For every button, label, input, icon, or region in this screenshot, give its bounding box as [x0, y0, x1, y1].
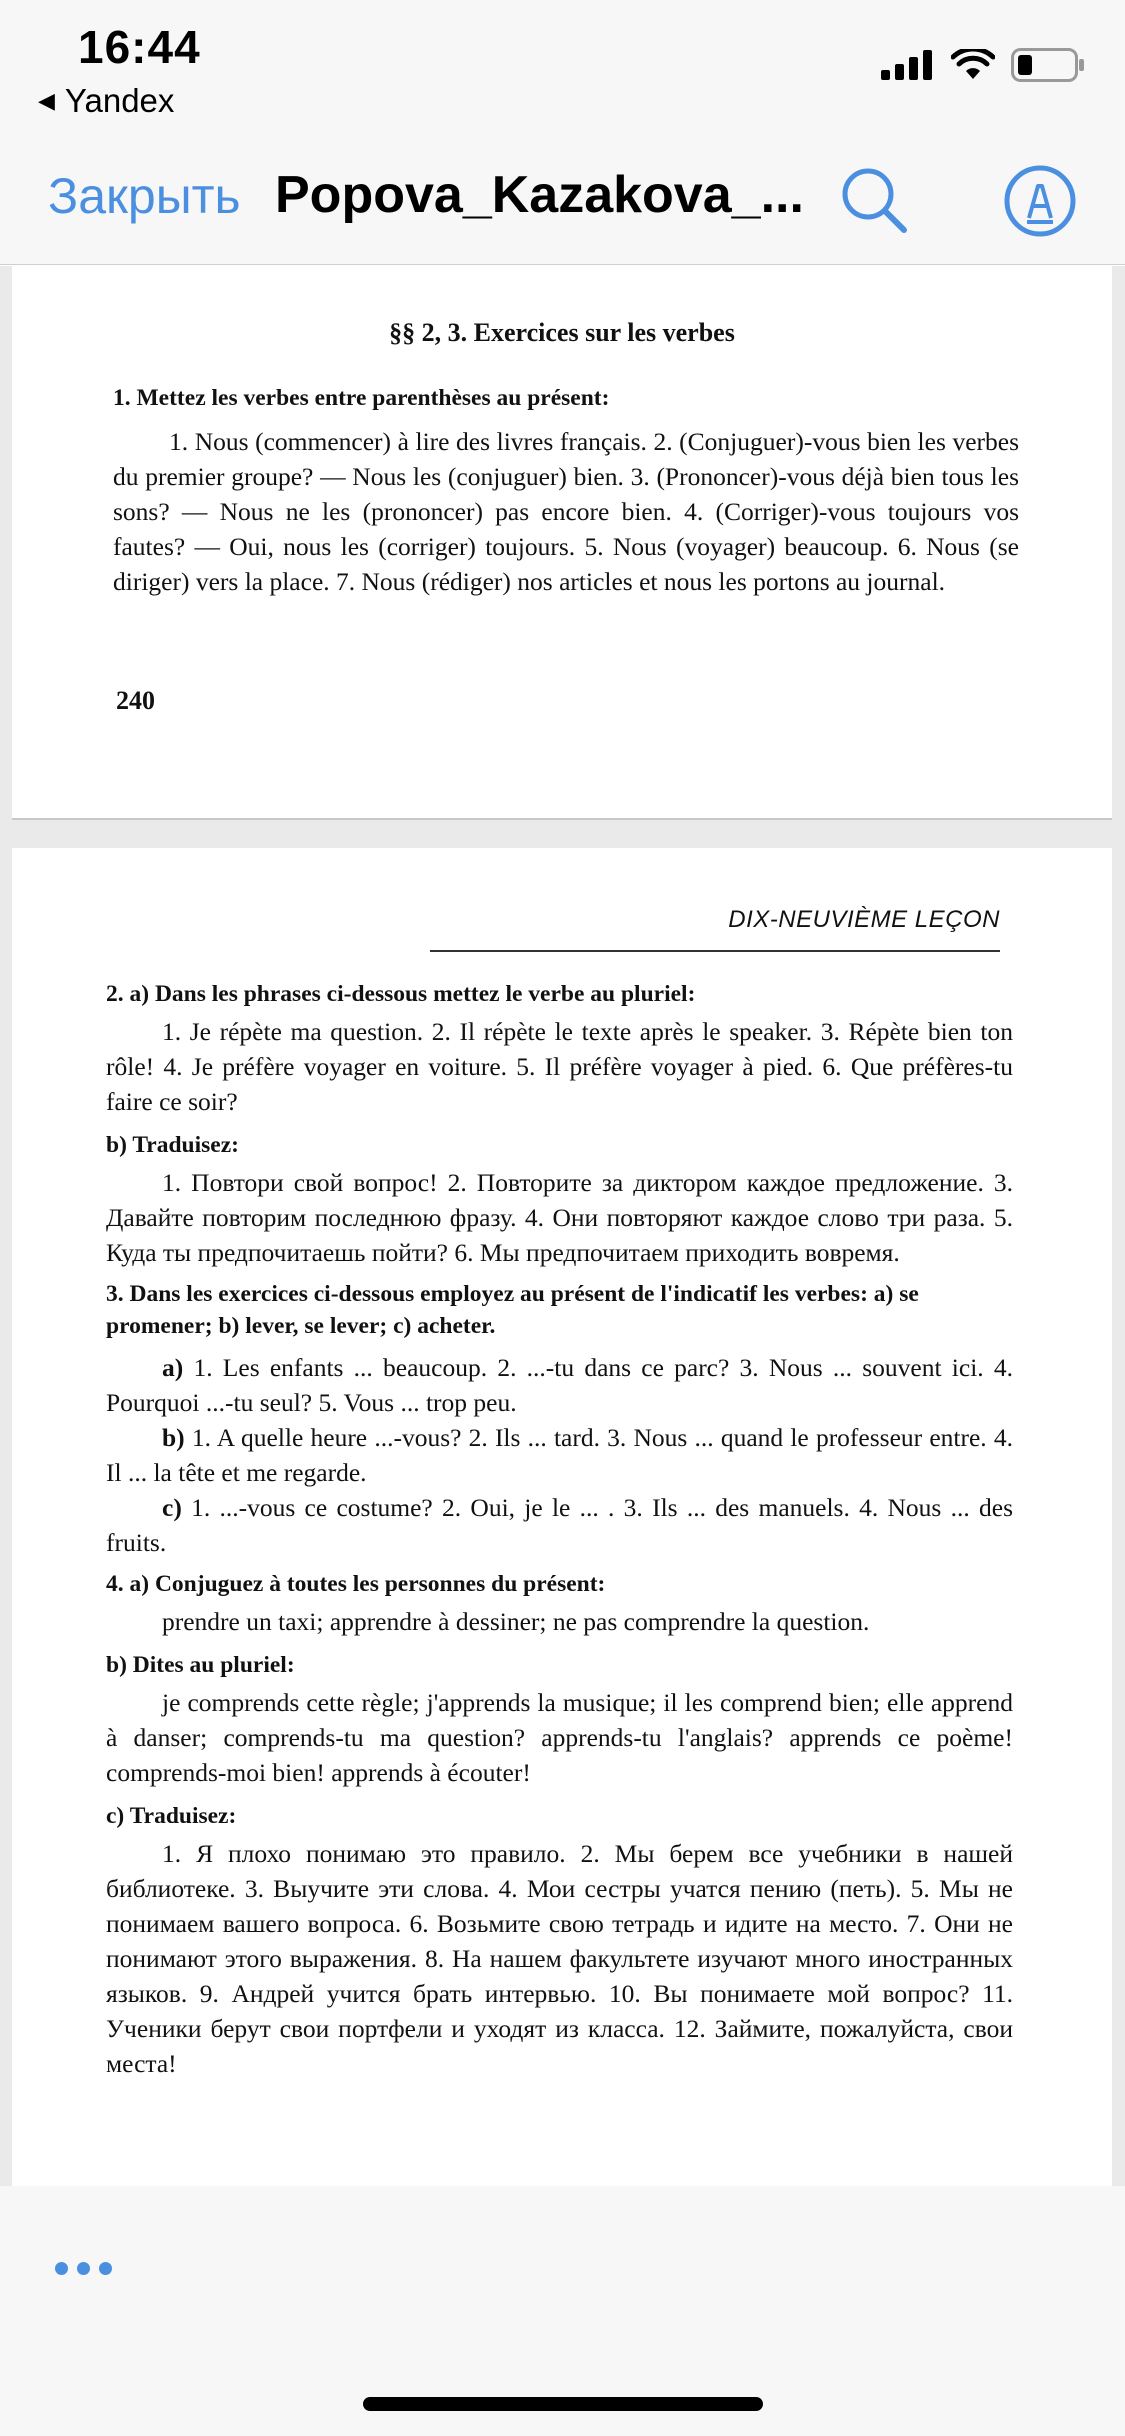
- back-app-label: Yandex: [64, 82, 175, 119]
- page-body: [106, 978, 1013, 2081]
- page-number: 240: [116, 686, 155, 715]
- exercise-1-text: 1. Nous (commencer) à lire des livres français. 2. (Conjuguer)-vous bien les verbes du premier groupe? — Nous les (conjuguer) bien. 3. (Prononcer)-vous déjà bien tous les sons? — Nous ne les (prononcer) pas encore bien. 4. (Corriger)-vous toujours vos fautes? — Oui, nous les (corriger) toujours. 5. Nous (voyager) beaucoup. 6. Nous (se diriger) vers la place. 7. Nous (rédiger) nos articles et nous les portons au journal.: [113, 427, 1019, 596]
- exercise-1-title: 1. Mettez les verbes entre parenthèses au présent:: [113, 385, 610, 411]
- cellular-signal-icon: [881, 50, 935, 80]
- navigation-bar: [0, 140, 1125, 265]
- pdf-page-241: [12, 848, 1112, 2186]
- exercise-2b-text: 1. Повтори свой вопрос! 2. Повторите за диктором каждое предложение. 3. Давайте повторим последнюю фразу. 4. Они повторяют каждое слово три раза. 5. Куда ты предпочитаешь пойти? 6. Мы предпочитаем приходить вовремя.: [106, 1168, 1013, 1267]
- exercise-4a-text: prendre un taxi; apprendre à dessiner; ne pas comprendre la question.: [162, 1607, 870, 1636]
- exercise-3c-label: c): [162, 1493, 182, 1522]
- exercise-4b-title: b) Dites au pluriel:: [106, 1652, 295, 1678]
- home-indicator[interactable]: [363, 2397, 763, 2411]
- section-heading: §§ 2, 3. Exercices sur les verbes: [389, 318, 735, 347]
- exercise-3c-body: 1. ...-vous ce costume? 2. Oui, je le ... . 3. Ils ... des manuels. 4. Nous ... des fruits.: [106, 1493, 1014, 1557]
- exercise-4b-text: je comprends cette règle; j'apprends la musique; il les comprend bien; elle apprend à danser; comprends-tu ma question? apprends-tu l'anglais? apprends ce poème! comprends-moi bien! apprends à écouter!: [106, 1688, 1013, 1787]
- pdf-page-240: [12, 266, 1112, 820]
- back-triangle-icon: ◀: [38, 88, 55, 113]
- running-head: DIX-NEUVIÈME LEÇON: [728, 906, 1000, 933]
- wifi-icon: [951, 49, 995, 81]
- exercise-4a-title: 4. a) Conjuguez à toutes les personnes du présent:: [106, 1571, 606, 1597]
- back-to-app-button[interactable]: [38, 82, 174, 120]
- exercise-3c-text: [106, 1490, 1013, 1560]
- exercise-2a-title: 2. a) Dans les phrases ci-dessous mettez le verbe au pluriel:: [106, 981, 696, 1007]
- more-ellipsis-icon[interactable]: [55, 2262, 112, 2275]
- exercise-3b-text: [106, 1420, 1013, 1490]
- exercise-3a-text: [106, 1350, 1013, 1420]
- status-time: 16:44: [78, 21, 201, 73]
- exercise-4c-title: c) Traduisez:: [106, 1803, 237, 1829]
- exercise-3b-body: 1. A quelle heure ...-vous? 2. Ils ... tard. 3. Nous ... quand le professeur entre. 4. Il ... la tête et me regarde.: [106, 1423, 1013, 1487]
- header-rule: [430, 950, 1000, 952]
- exercise-2b-title: b) Traduisez:: [106, 1132, 239, 1158]
- battery-icon: [1011, 48, 1085, 82]
- search-icon[interactable]: [838, 164, 908, 234]
- exercise-3-title: 3. Dans les exercices ci-dessous employez au présent de l'indicatif les verbes: a) se promener; b) lever, se lever; c) acheter.: [106, 1281, 919, 1339]
- exercise-3a-label: a): [162, 1353, 184, 1382]
- bottom-toolbar: [0, 2186, 1125, 2436]
- status-bar: [0, 0, 1125, 140]
- document-title: Popova_Kazakova_...: [275, 166, 804, 224]
- close-button[interactable]: Закрыть: [48, 168, 241, 224]
- exercise-4c-text: 1. Я плохо понимаю это правило. 2. Мы берем все учебники в нашей библиотеке. 3. Выучите эти слова. 4. Мои сестры учатся пению (петь). 5. Мы не понимаем вашего вопроса. 6. Возьмите свою тетрадь и идите на место. 7. Они не понимают этого выражения. 8. На нашем факультете изучают много иностранных языков. 9. Андрей учится брать интервью. 10. Вы понимаете мой вопрос? 11. Ученики берут свои портфели и уходят из класса. 12. Займите, пожалуйста, свои места!: [106, 1839, 1013, 2078]
- exercise-3b-label: b): [162, 1423, 185, 1452]
- status-icons: [881, 48, 1085, 82]
- document-viewer[interactable]: [0, 266, 1125, 2186]
- exercise-2a-text: 1. Je répète ma question. 2. Il répète le texte après le speaker. 3. Répète bien ton rôle! 4. Je préfère voyager en voiture. 5. Il préfère voyager à pied. 6. Que préfères-tu faire ce soir?: [106, 1017, 1013, 1116]
- exercise-3a-body: 1. Les enfants ... beaucoup. 2. ...-tu dans ce parc? 3. Nous ... souvent ici. 4. Pourquoi ...-tu seul? 5. Vous ... trop peu.: [106, 1353, 1013, 1417]
- markup-pen-icon[interactable]: [1003, 164, 1077, 238]
